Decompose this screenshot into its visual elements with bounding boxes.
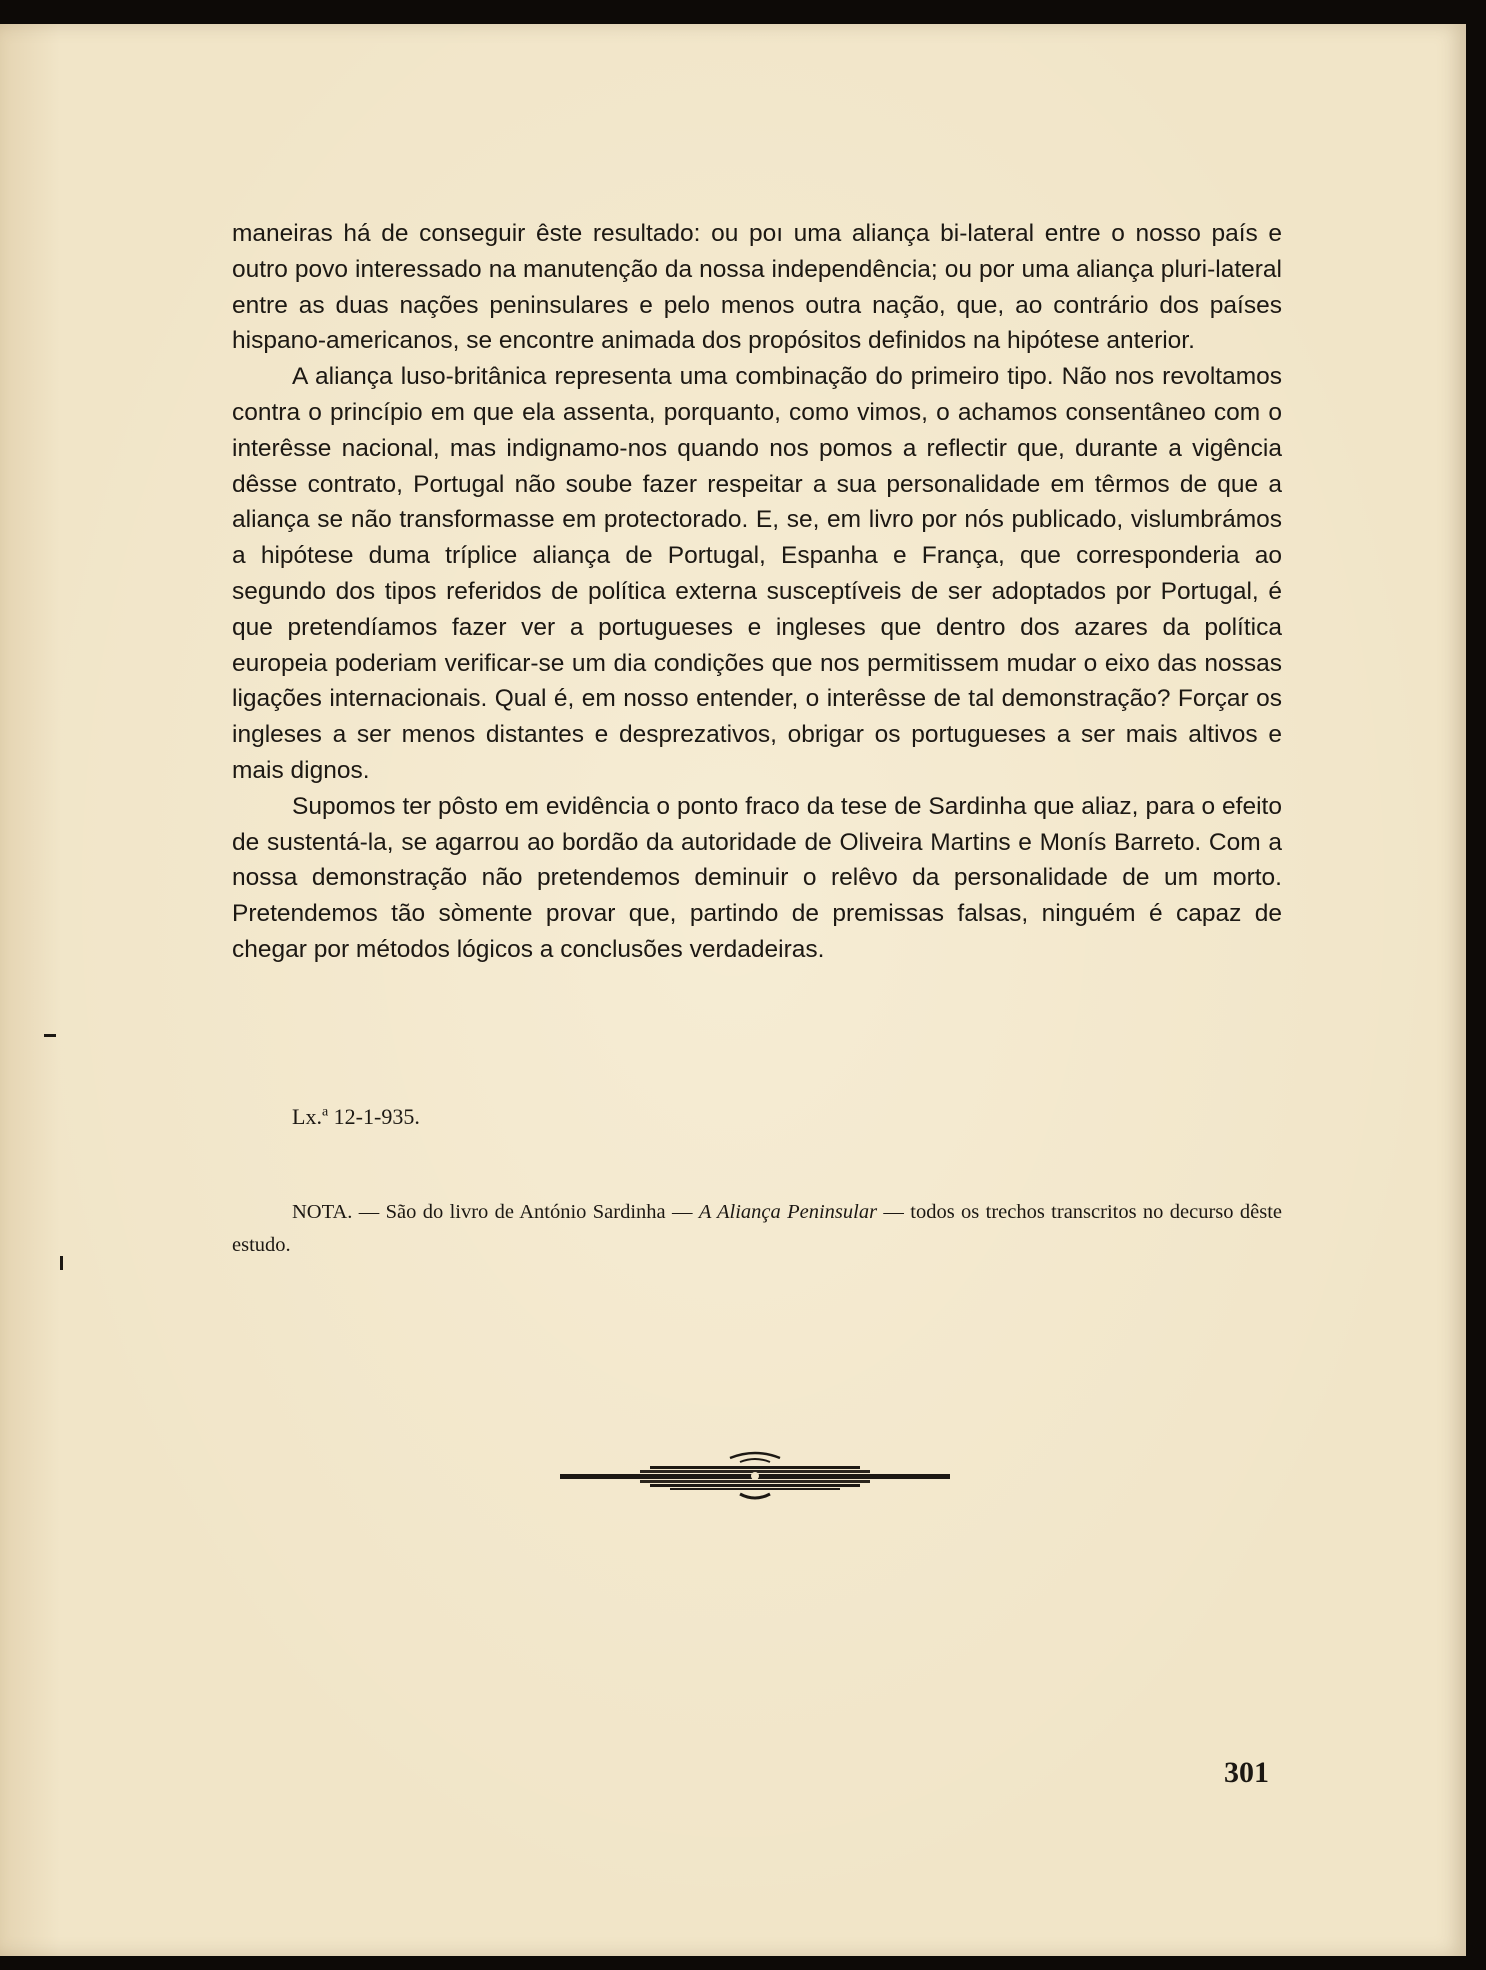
- margin-mark: [44, 1034, 56, 1037]
- nota-book-title: A Aliança Peninsular: [698, 1201, 878, 1223]
- body-text: [232, 216, 1282, 968]
- footnote-nota: [232, 1196, 1282, 1262]
- dateline-date: 12-1-935.: [328, 1104, 420, 1129]
- page-number: 301: [1224, 1756, 1269, 1789]
- paragraph-3: Supomos ter pôsto em evidência o ponto fraco da tese de Sardinha que aliaz, para o efeito de sustentá-la, se agarrou ao bordão da autoridade de Oliveira Martins e Monís Barreto. Com a nossa demonstração não pretendemos deminuir o relêvo da personalidade de um morto. Pretendemos tão sòmente provar que, partindo de premissas falsas, ninguém é capaz de chegar por métodos lógicos a conclusões verdadeiras.: [232, 792, 1282, 963]
- dateline-superscript: a: [321, 1104, 329, 1120]
- printer-ornament-icon: [560, 1444, 950, 1506]
- paragraph-1: maneiras há de conseguir êste resultado: ou poı uma aliança bi-lateral entre o nosso país e outro povo interessado na manutenção da nossa independência; ou por uma aliança pluri-lateral entre as duas nações peninsulares e pelo menos outra nação, que, ao contrário dos países hispano-americanos, se encontre animada dos propósitos definidos na hipótese anterior.: [232, 220, 1282, 355]
- nota-tail: — todos os trechos transcritos no decurso dêste estudo.: [232, 1201, 1282, 1256]
- margin-mark: [60, 1256, 63, 1270]
- nota-lead: NOTA. — São do livro de António Sardinha —: [292, 1201, 699, 1223]
- paragraph-2: A aliança luso-britânica representa uma combinação do primeiro tipo. Não nos revoltamos contra o princípio em que ela assenta, porquanto, como vimos, o achamos consentâneo com o interêsse nacional, mas indignamo-nos quando nos pomos a reflectir que, durante a vigência dêsse contrato, Portugal não soube fazer respeitar a sua personalidade em têrmos de que a aliança se não transformasse em protectorado. E, se, em livro por nós publicado, vislumbrámos a hipótese duma tríplice aliança de Portugal, Espanha e França, que corresponderia ao segundo dos tipos referidos de política externa susceptíveis de ser adoptados por Portugal, é que pretendíamos fazer ver a portugueses e ingleses que dentro dos azares da política europeia poderiam verificar-se um dia condições que nos permitissem mudar o eixo das nossas ligações internacionais. Qual é, em nosso entender, o interêsse de tal demonstração? Forçar os ingleses a ser menos distantes e desprezativos, obrigar os portugueses a ser mais altivos e mais dignos.: [232, 363, 1282, 784]
- dateline-prefix: Lx.: [292, 1104, 322, 1129]
- dateline: [292, 1104, 420, 1130]
- document-page: [0, 24, 1466, 1956]
